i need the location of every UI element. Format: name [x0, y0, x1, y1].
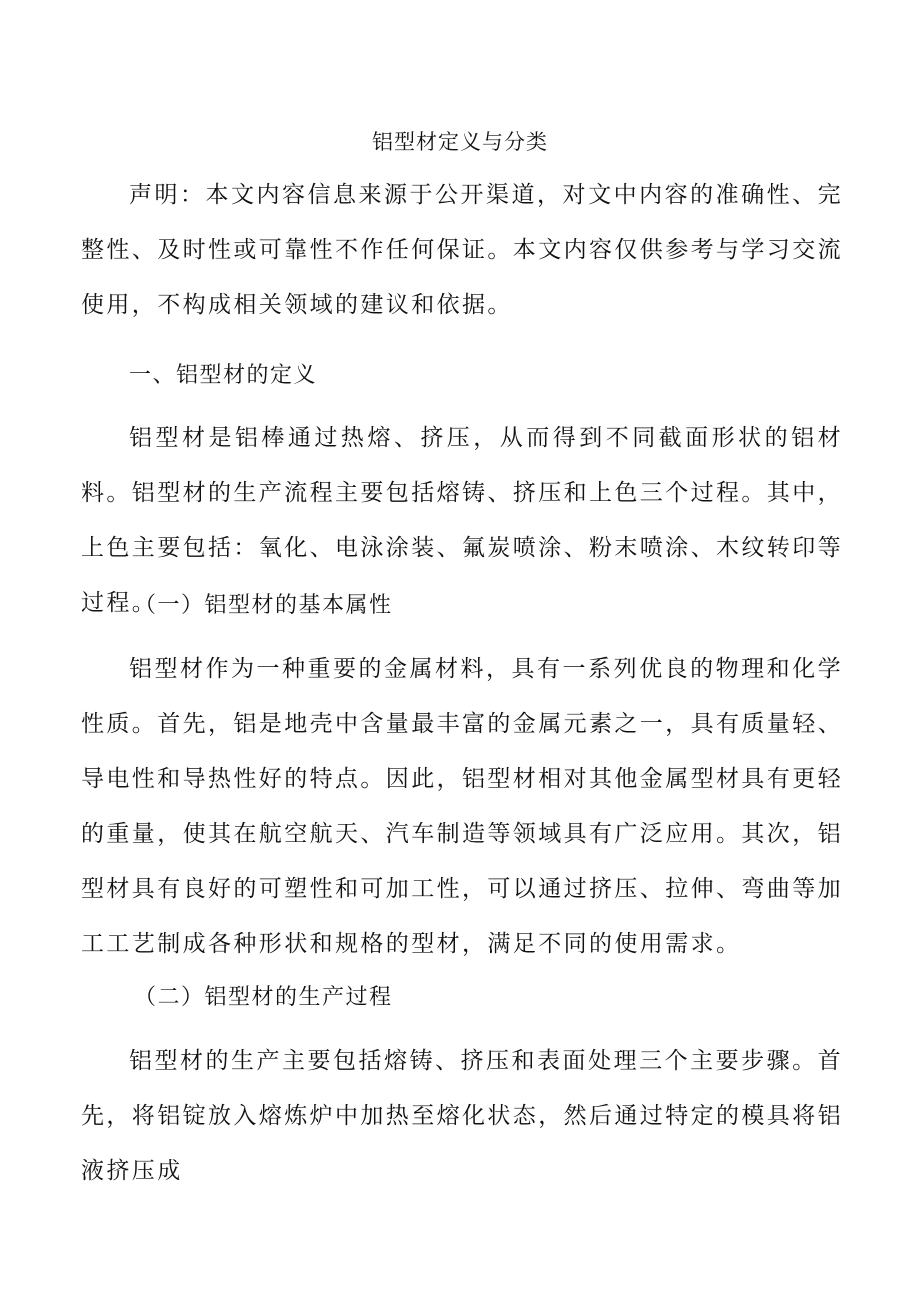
subsection-heading-production: （二）铝型材的生产过程 [134, 985, 393, 1010]
properties-paragraph: 铝型材作为一种重要的金属材料，具有一系列优良的物理和化学性质。首先，铝是地壳中含量最丰富的金属元素之一，具有质量轻、导电性和导热性好的特点。因此，铝型材相对其他金属型材具有更轻的重量，使其在航空航天、汽车制造等领域具有广泛应用。其次，铝型材具有良好的可塑性和可加工性，可以通过挤压、拉伸、弯曲等加工工艺制成各种形状和规格的型材，满足不同的使用需求。 [81, 656, 843, 957]
subsection-heading-properties: （一）铝型材的基本属性 [134, 593, 393, 618]
section-heading-definition: 一、铝型材的定义 [129, 363, 318, 388]
production-paragraph: 铝型材的生产主要包括熔铸、挤压和表面处理三个主要步骤。首先，将铝锭放入熔炼炉中加热至熔化状态，然后通过特定的模具将铝液挤压成 [81, 1048, 843, 1184]
definition-paragraph: 铝型材是铝棒通过热熔、挤压，从而得到不同截面形状的铝材料。铝型材的生产流程主要包括熔铸、挤压和上色三个过程。其中，上色主要包括：氧化、电泳涂装、氟炭喷涂、粉末喷涂、木纹转印等过程。 [81, 425, 843, 616]
document-title: 铝型材定义与分类 [372, 130, 548, 154]
disclaimer-paragraph: 声明：本文内容信息来源于公开渠道，对文中内容的准确性、完整性、及时性或可靠性不作任何保证。本文内容仅供参考与学习交流使用，不构成相关领域的建议和依据。 [81, 182, 843, 318]
